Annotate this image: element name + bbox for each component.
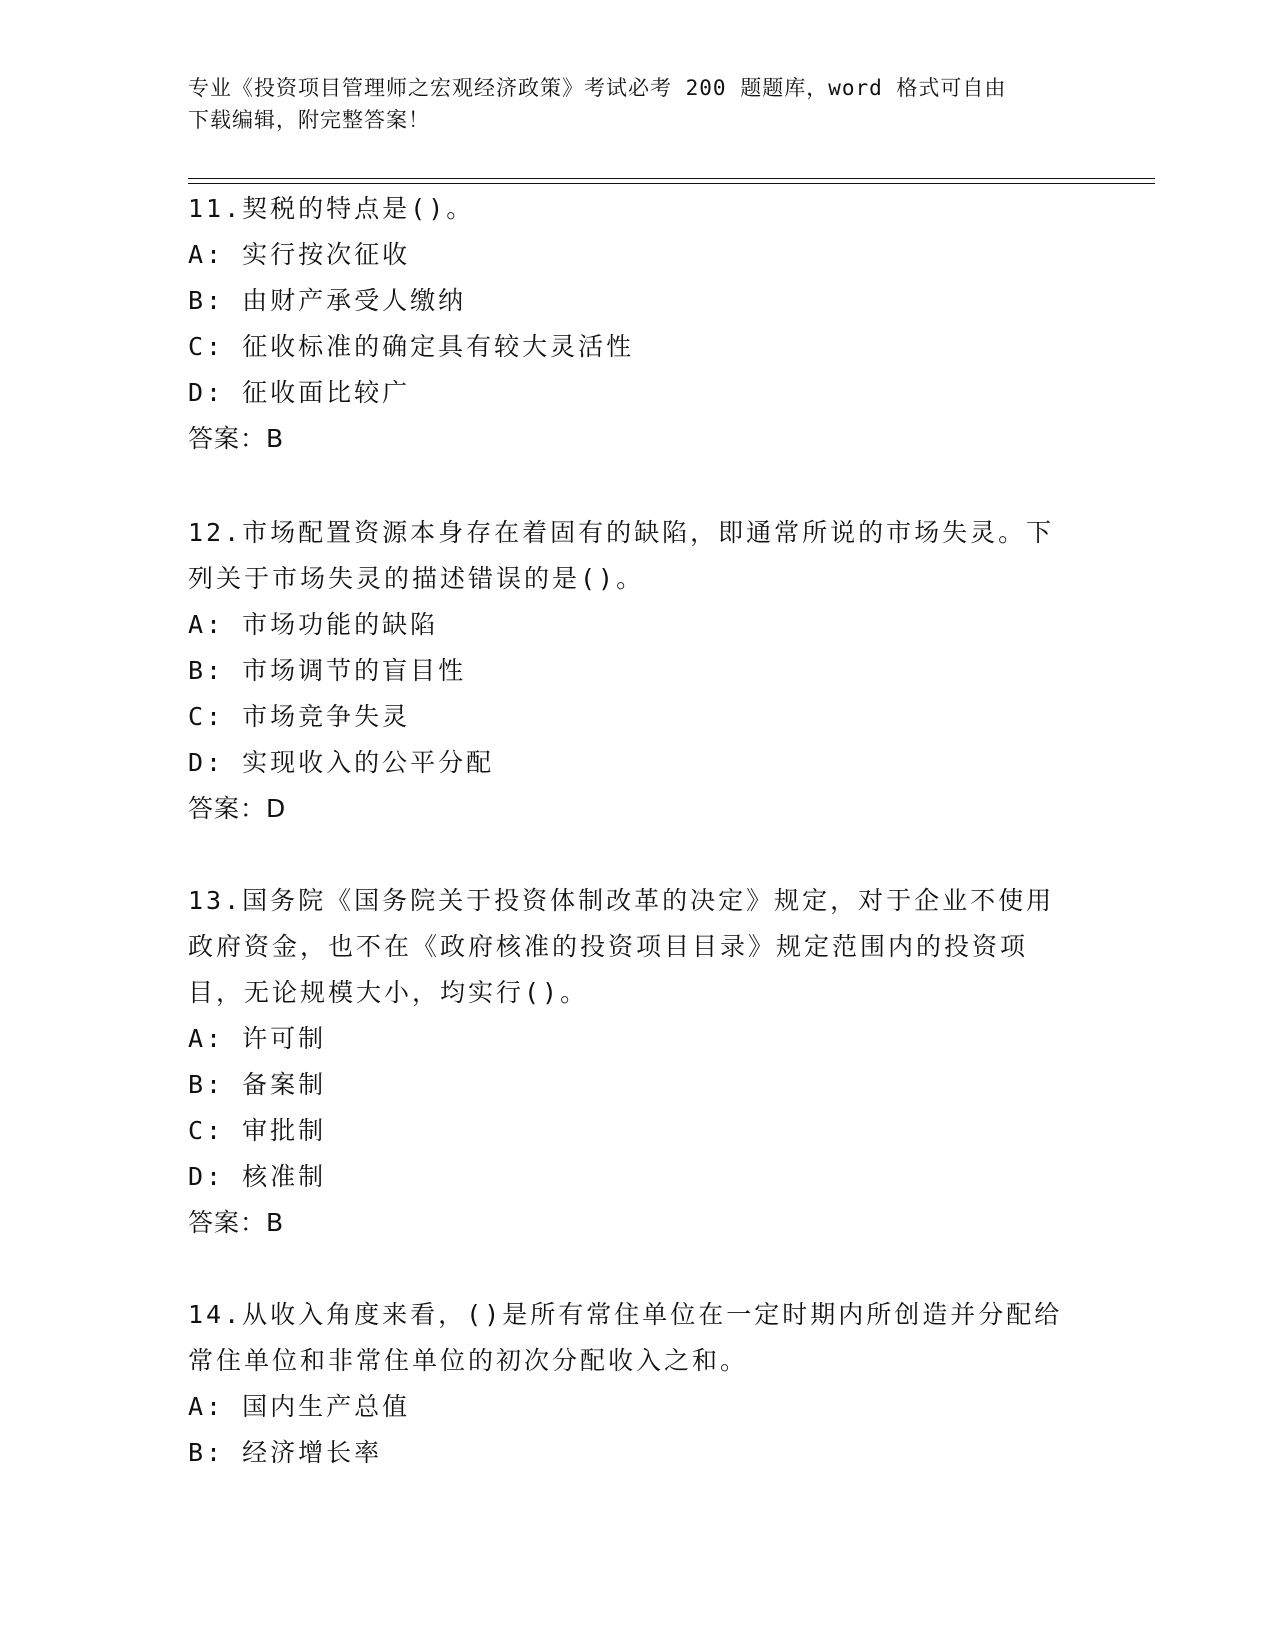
question-13 [188, 878, 1088, 1246]
option-a: A: 国内生产总值 [188, 1392, 411, 1421]
header-line-1: 专业《投资项目管理师之宏观经济政策》考试必考 200 题题库，word 格式可自由 [188, 76, 1007, 100]
option-c: C: 审批制 [188, 1116, 327, 1145]
option-d: D: 征收面比较广 [188, 378, 411, 407]
question-stem-line-2: 列关于市场失灵的描述错误的是()。 [188, 564, 645, 593]
question-12 [188, 510, 1088, 832]
question-stem-line-1: 13.国务院《国务院关于投资体制改革的决定》规定，对于企业不使用 [188, 886, 1055, 915]
option-b: B: 经济增长率 [188, 1438, 383, 1467]
option-d: D: 核准制 [188, 1162, 327, 1191]
question-stem-line-2: 常住单位和非常住单位的初次分配收入之和。 [188, 1346, 749, 1375]
answer: 答案：B [188, 1208, 285, 1237]
question-stem-line-3: 目，无论规模大小，均实行()。 [188, 978, 589, 1007]
option-c: C: 市场竞争失灵 [188, 702, 411, 731]
option-b: B: 市场调节的盲目性 [188, 656, 467, 685]
header-divider-top [188, 178, 1155, 179]
header-divider-bottom [188, 183, 1155, 184]
question-14 [188, 1292, 1088, 1476]
header-line-2: 下载编辑，附完整答案！ [188, 108, 430, 132]
option-c: C: 征收标准的确定具有较大灵活性 [188, 332, 635, 361]
question-stem-line-2: 政府资金，也不在《政府核准的投资项目目录》规定范围内的投资项 [188, 932, 1029, 961]
question-stem-line-1: 14.从收入角度来看，()是所有常住单位在一定时期内所创造并分配给 [188, 1300, 1063, 1329]
document-header [188, 72, 1068, 136]
option-b: B: 备案制 [188, 1070, 327, 1099]
option-a: A: 许可制 [188, 1024, 327, 1053]
option-a: A: 市场功能的缺陷 [188, 610, 439, 639]
option-a: A: 实行按次征收 [188, 240, 411, 269]
option-b: B: 由财产承受人缴纳 [188, 286, 467, 315]
question-stem: 11.契税的特点是()。 [188, 194, 475, 223]
option-d: D: 实现收入的公平分配 [188, 748, 495, 777]
question-stem-line-1: 12.市场配置资源本身存在着固有的缺陷，即通常所说的市场失灵。下 [188, 518, 1055, 547]
answer: 答案：D [188, 794, 287, 823]
answer: 答案：B [188, 424, 285, 453]
question-11 [188, 186, 1088, 462]
